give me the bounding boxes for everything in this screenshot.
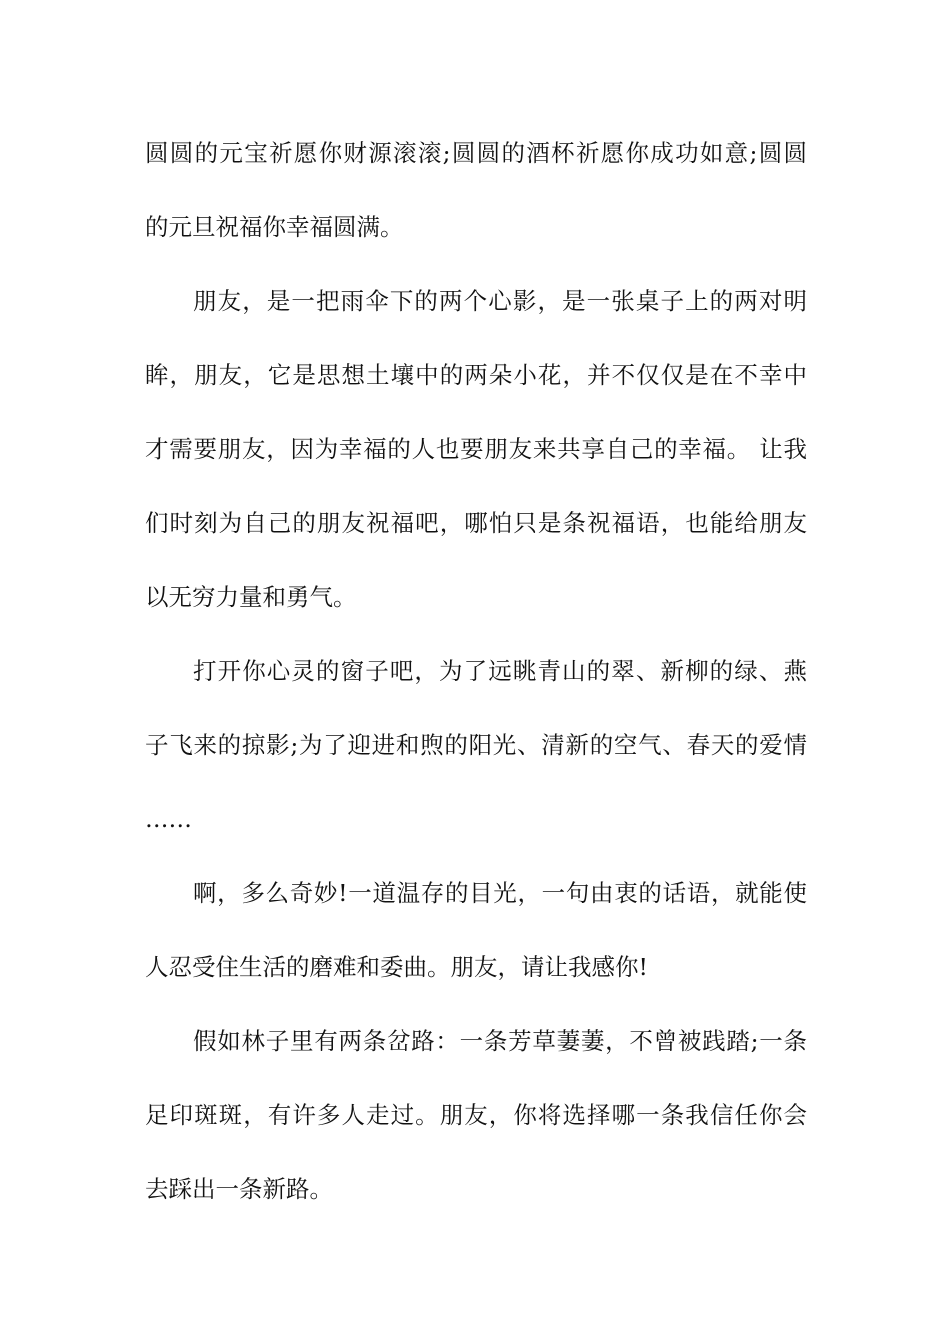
text-line: 才需要朋友，因为幸福的人也要朋友来共享自己的幸福。 让我 [145, 435, 807, 463]
text-line: 以无穷力量和勇气。 [145, 583, 357, 611]
paragraph-first-line: 朋友，是一把雨伞下的两个心影，是一张桌子上的两对明 [193, 287, 807, 315]
text-line: 圆圆的元宝祈愿你财源滚滚;圆圆的酒杯祈愿你成功如意;圆圆 [145, 139, 807, 167]
paragraph-first-line: 假如林子里有两条岔路：一条芳草萋萋，不曾被践踏;一条 [193, 1027, 807, 1055]
text-line: 子飞来的掠影;为了迎进和煦的阳光、清新的空气、春天的爱情 [145, 731, 807, 759]
text-line: 眸，朋友，它是思想土壤中的两朵小花，并不仅仅是在不幸中 [145, 361, 807, 389]
paragraph-first-line: 啊，多么奇妙!一道温存的目光，一句由衷的话语，就能使 [193, 879, 807, 907]
text-line: 人忍受住生活的磨难和委曲。朋友，请让我感你! [145, 953, 648, 981]
text-line: …… [145, 805, 192, 833]
paragraph-first-line: 打开你心灵的窗子吧，为了远眺青山的翠、新柳的绿、燕 [193, 657, 807, 685]
text-line: 们时刻为自己的朋友祝福吧，哪怕只是条祝福语，也能给朋友 [145, 509, 807, 537]
document-body [145, 130, 807, 1240]
text-line: 足印斑斑，有许多人走过。朋友，你将选择哪一条我信任你会 [145, 1101, 807, 1129]
text-line: 的元旦祝福你幸福圆满。 [145, 213, 404, 241]
text-line: 去踩出一条新路。 [145, 1175, 333, 1203]
